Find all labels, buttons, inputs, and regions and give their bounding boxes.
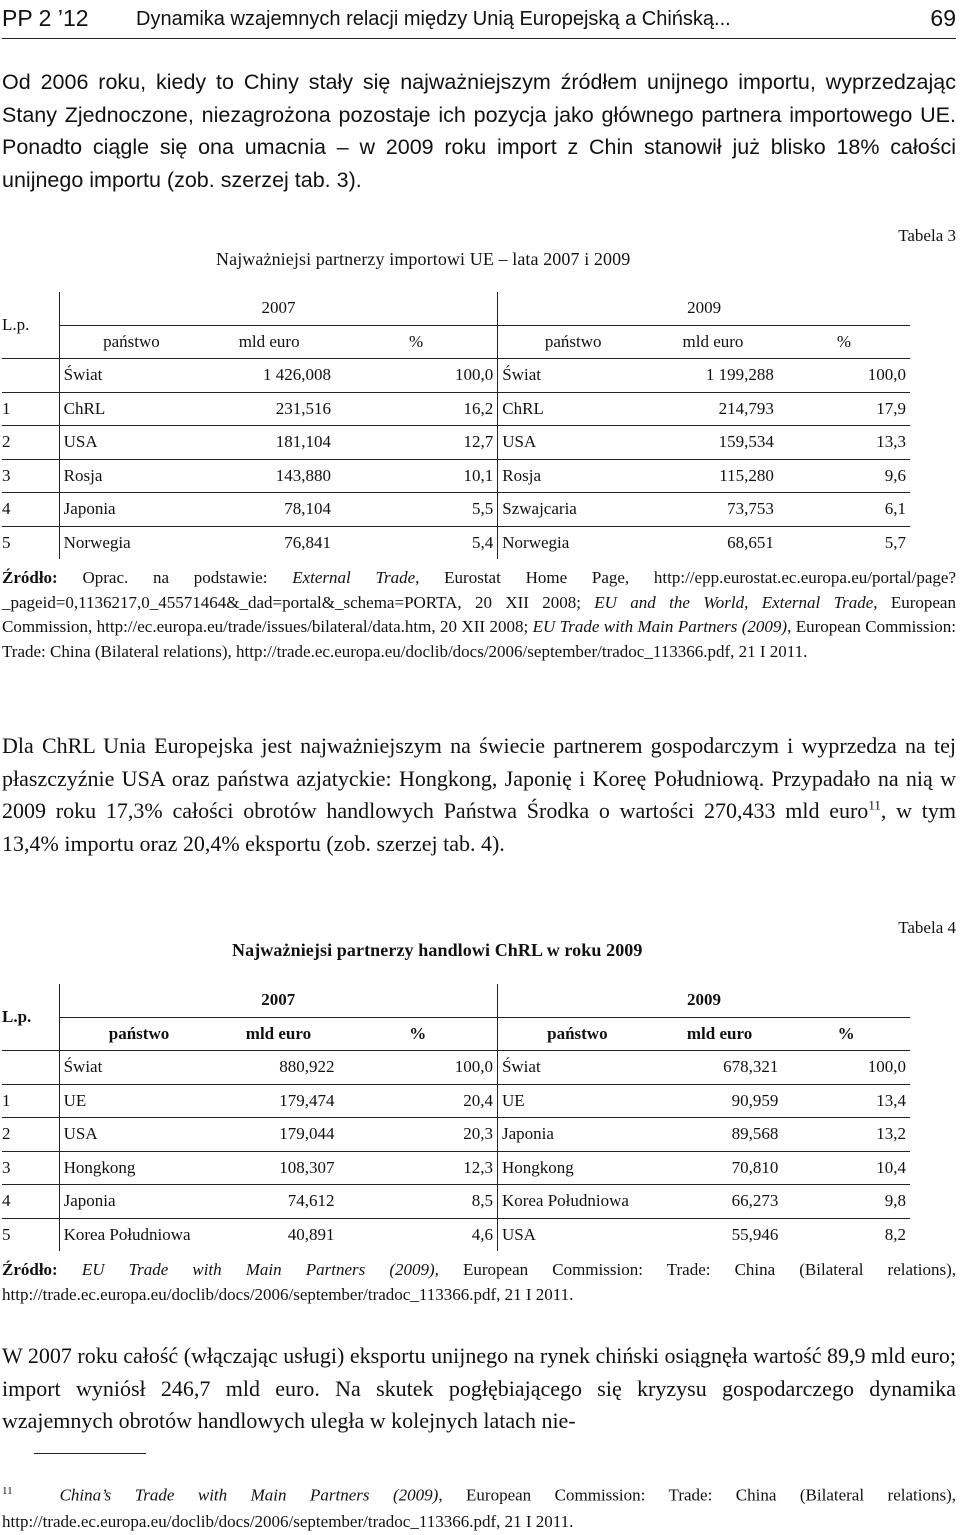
row-pct-2009: 13,2 [782, 1118, 910, 1152]
row-pct-2007: 4,6 [339, 1218, 498, 1251]
footnote-ref: 11 [868, 797, 881, 813]
row-country-2009: USA [497, 1218, 656, 1251]
row-country-2007: Świat [59, 359, 203, 393]
row-country-2007: USA [59, 1118, 218, 1152]
row-country-2007: Rosja [59, 459, 203, 493]
paragraph-2-text: , w tym 13,4% importu oraz 20,4% eksportu (zob. szerzej tab. 4). [2, 798, 956, 856]
running-title: Dynamika wzajemnych relacji między Unią Europejską a Chińską... [136, 8, 731, 30]
row-value-2007: 231,516 [203, 392, 335, 426]
row-pct-2007: 20,4 [339, 1084, 498, 1118]
row-lp: 5 [2, 526, 59, 559]
row-value-2009: 90,959 [657, 1084, 783, 1118]
row-lp [2, 1051, 59, 1085]
row-lp: 3 [2, 459, 59, 493]
row-pct-2009: 6,1 [778, 493, 910, 527]
row-value-2009: 1 199,288 [648, 359, 778, 393]
row-country-2007: Japonia [59, 1185, 218, 1219]
row-pct-2007: 100,0 [339, 1051, 498, 1085]
source-text: , Eurostat Home Page, http://epp.eurostat.ec.europa.eu/portal/page?_pageid=0,1136217,0_45571464&_dad=portal&_schema=PORTA, 20 XII 2008; [2, 568, 957, 612]
year-2009-header: 2009 [497, 984, 910, 1017]
row-value-2009: 89,568 [657, 1118, 783, 1152]
row-pct-2007: 5,4 [335, 526, 498, 559]
footnote-divider [34, 1453, 146, 1454]
footnote-number: 11 [2, 1485, 13, 1497]
row-value-2009: 66,273 [657, 1185, 783, 1219]
row-value-2009: 115,280 [648, 459, 778, 493]
row-value-2007: 108,307 [218, 1151, 338, 1185]
row-value-2007: 880,922 [218, 1051, 338, 1085]
source-title: EU Trade with Main Partners (2009) [532, 617, 788, 636]
row-country-2007: Japonia [59, 493, 203, 527]
table-row [2, 459, 910, 493]
row-pct-2009: 9,8 [782, 1185, 910, 1219]
row-value-2009: 73,753 [648, 493, 778, 527]
row-pct-2009: 9,6 [778, 459, 910, 493]
table-row [2, 493, 910, 527]
row-pct-2007: 16,2 [335, 392, 498, 426]
row-value-2009: 55,946 [657, 1218, 783, 1251]
year-2007-header: 2007 [59, 292, 498, 325]
paragraph-1: Od 2006 roku, kiedy to Chiny stały się najważniejszym źródłem unijnego importu, wyprzedzając Stany Zjednoczone, niezagrożona pozostaje ich pozycja jako głównego partnera importowego UE. Ponadto ciągle się ona umacnia – w 2009 roku import z Chin stanowił już blisko 18% całości unijnego importu (zob. szerzej tab. 3). [2, 70, 956, 192]
col-mld: mld euro [682, 331, 744, 351]
col-mld: mld euro [238, 331, 300, 351]
table4-label: Tabela 4 [898, 918, 956, 937]
row-value-2007: 76,841 [203, 526, 335, 559]
journal-ref: PP 2 ’12 [2, 5, 89, 31]
col-country: państwo [498, 325, 648, 359]
col-pct: % [837, 1023, 855, 1043]
row-value-2007: 78,104 [203, 493, 335, 527]
source-label: Źródło: [2, 568, 58, 587]
table-row [2, 1118, 910, 1152]
row-pct-2009: 17,9 [778, 392, 910, 426]
row-value-2007: 179,474 [218, 1084, 338, 1118]
table4-caption: Najważniejsi partnerzy handlowi ChRL w roku 2009 [232, 940, 643, 960]
footnote-11 [2, 1478, 956, 1535]
row-value-2007: 181,104 [203, 426, 335, 460]
table4-source [2, 1258, 956, 1307]
lp-header: L.p. [2, 315, 30, 334]
table3-header-cols [2, 325, 910, 359]
col-country: państwo [59, 325, 203, 359]
row-country-2007: Norwegia [59, 526, 203, 559]
row-country-2009: Szwajcaria [498, 493, 648, 527]
row-country-2009: Korea Południowa [497, 1185, 656, 1219]
paragraph-2-text: Dla ChRL Unia Europejska jest najważniejszym na świecie partnerem gospodarczym i wyprzedza na tej płaszczyźnie USA oraz państwa azjatyckie: Hongkong, Japonię i Koreę Południową. Przypadało na nią w 2009 roku 17,3% całości obrotów handlowych Państwa Środka o wartości 270,433 mld euro [2, 733, 956, 823]
page-number: 69 [930, 5, 956, 31]
row-lp: 2 [2, 1118, 59, 1152]
row-pct-2009: 8,2 [782, 1218, 910, 1251]
source-text: , European Commission: Trade: China (Bilateral relations), http://trade.ec.europa.eu/doclib/docs/2006/september/tradoc_113366.pdf, 21 I 2011. [2, 617, 956, 661]
row-lp [2, 359, 59, 393]
row-value-2009: 159,534 [648, 426, 778, 460]
table3-header-years [2, 292, 910, 325]
row-value-2007: 143,880 [203, 459, 335, 493]
row-country-2009: Hongkong [497, 1151, 656, 1185]
row-pct-2009: 5,7 [778, 526, 910, 559]
row-lp: 5 [2, 1218, 59, 1251]
table-row [2, 1185, 910, 1219]
row-lp: 3 [2, 1151, 59, 1185]
table3 [2, 292, 910, 559]
table-row [2, 1151, 910, 1185]
table-row [2, 526, 910, 559]
source-text: , European Commission: Trade: China (Bilateral relations), http://trade.ec.europa.eu/doclib/docs/2006/september/tradoc_113366.pdf, 21 I 2011. [2, 1260, 956, 1304]
row-value-2007: 40,891 [218, 1218, 338, 1251]
row-lp: 4 [2, 1185, 59, 1219]
table-row [2, 392, 910, 426]
row-pct-2007: 10,1 [335, 459, 498, 493]
row-pct-2009: 100,0 [778, 359, 910, 393]
row-pct-2009: 100,0 [782, 1051, 910, 1085]
row-country-2007: UE [59, 1084, 218, 1118]
row-value-2007: 1 426,008 [203, 359, 335, 393]
row-pct-2007: 12,3 [339, 1151, 498, 1185]
row-lp: 4 [2, 493, 59, 527]
row-pct-2009: 13,3 [778, 426, 910, 460]
row-country-2007: Hongkong [59, 1151, 218, 1185]
row-country-2007: ChRL [59, 392, 203, 426]
row-value-2009: 70,810 [657, 1151, 783, 1185]
row-value-2007: 74,612 [218, 1185, 338, 1219]
paragraph-2 [2, 730, 956, 860]
year-2007-header: 2007 [59, 984, 497, 1017]
source-title: External Trade [292, 568, 416, 587]
row-country-2009: Japonia [497, 1118, 656, 1152]
table-row [2, 1084, 910, 1118]
col-pct: % [409, 1023, 427, 1043]
paragraph-3: W 2007 roku całość (włączając usługi) eksportu unijnego na rynek chiński osiągnęła wartość 89,9 mld euro; import wyniósł 246,7 mld euro. Na skutek pogłębiającego się kryzysu gospodarczego dynamika wzajemnych obrotów handlowych uległa w kolejnych latach nie- [2, 1343, 956, 1433]
footnote-title: China’s Trade with Main Partners (2009) [59, 1485, 439, 1505]
row-country-2009: Norwegia [498, 526, 648, 559]
col-pct: % [409, 331, 424, 351]
lp-header: L.p. [2, 1007, 32, 1026]
row-pct-2007: 12,7 [335, 426, 498, 460]
row-value-2009: 214,793 [648, 392, 778, 426]
source-title: EU and the World, External Trade [594, 592, 874, 612]
col-country: państwo [497, 1017, 656, 1051]
col-mld: mld euro [245, 1023, 312, 1043]
row-country-2009: USA [498, 426, 648, 460]
col-country: państwo [59, 1017, 218, 1051]
row-pct-2007: 100,0 [335, 359, 498, 393]
row-pct-2007: 5,5 [335, 493, 498, 527]
table-row [2, 359, 910, 393]
col-pct: % [836, 331, 852, 351]
year-2009-header: 2009 [498, 292, 910, 325]
row-country-2007: USA [59, 426, 203, 460]
row-country-2009: Świat [498, 359, 648, 393]
table-row [2, 1218, 910, 1251]
source-text: , European Commission, http://ec.europa.eu/trade/issues/bilateral/data.htm, 20 XII 2008; [2, 592, 956, 636]
table3-source [2, 566, 956, 664]
row-pct-2007: 8,5 [339, 1185, 498, 1219]
row-country-2009: ChRL [498, 392, 648, 426]
row-pct-2009: 10,4 [782, 1151, 910, 1185]
row-value-2009: 678,321 [657, 1051, 783, 1085]
table4 [2, 984, 910, 1251]
row-pct-2009: 13,4 [782, 1084, 910, 1118]
row-lp: 1 [2, 1084, 59, 1118]
running-header [2, 2, 956, 39]
row-value-2009: 68,651 [648, 526, 778, 559]
row-country-2009: Świat [497, 1051, 656, 1085]
row-country-2009: UE [497, 1084, 656, 1118]
row-country-2007: Świat [59, 1051, 218, 1085]
row-pct-2007: 20,3 [339, 1118, 498, 1152]
row-value-2007: 179,044 [218, 1118, 338, 1152]
row-country-2009: Rosja [498, 459, 648, 493]
source-title: EU Trade with Main Partners (2009) [81, 1260, 435, 1279]
row-lp: 2 [2, 426, 59, 460]
table3-caption: Najważniejsi partnerzy importowi UE – lata 2007 i 2009 [216, 249, 631, 269]
table-row [2, 1051, 910, 1085]
col-mld: mld euro [686, 1023, 753, 1043]
table4-header-years [2, 984, 910, 1017]
row-country-2007: Korea Południowa [59, 1218, 218, 1251]
table-row [2, 426, 910, 460]
source-label: Źródło: [2, 1260, 58, 1279]
table3-label: Tabela 3 [898, 226, 956, 245]
source-text: Oprac. na podstawie: [57, 568, 293, 587]
table4-header-cols [2, 1017, 910, 1051]
row-lp: 1 [2, 392, 59, 426]
footnote-text: , European Commission: Trade: China (Bilateral relations), http://trade.ec.europa.eu/doclib/docs/2006/september/tradoc_113366.pdf, 21 I 2011. [2, 1485, 956, 1531]
